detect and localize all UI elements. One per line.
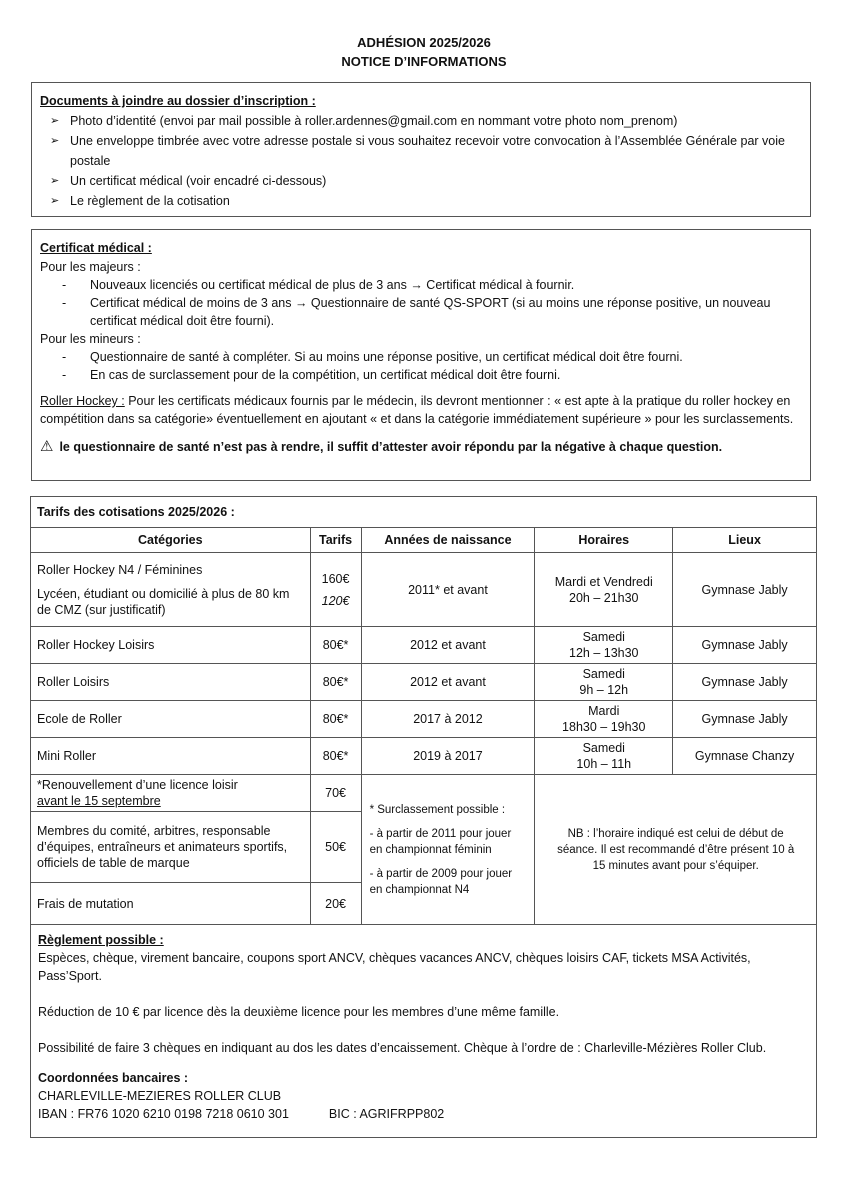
cheques-note: Possibilité de faire 3 chèques en indiquant au dos les dates d’encaissement. Chèque à l’ordre de : Charleville-Mézières Roller Club. [38, 1041, 767, 1055]
table-row: Ecole de Roller 80€* 2017 à 2012 Mardi 18h30 – 19h30 Gymnase Jably [31, 701, 817, 738]
nb-note: NB : l’horaire indiqué est celui de début de séance. Il est recommandé d’être présent 10 à 15 minutes avant pour s’équiper. [535, 775, 817, 925]
bic: BIC : AGRIFRPP802 [328, 1107, 445, 1121]
list-item: - Questionnaire de santé à compléter. Si au moins une réponse positive, un certificat médical doit être fourni. [62, 350, 683, 364]
table-row: *Renouvellement d’une licence loisir avant le 15 septembre 70€ * Surclassement possible : - à partir de 2011 pour jouer en championnat féminin - à partir de 2009 pour jouer en championnat N4 NB : l’horaire indiqué est celui de début de séance. Il est recommandé d’être présent 10 à 15 minutes avant pour s’équiper. [31, 775, 817, 812]
surclassement-note: * Surclassement possible : - à partir de 2011 pour jouer en championnat féminin - à partir de 2009 pour jouer en championnat N4 [361, 775, 535, 925]
list-item: - Certificat médical de moins de 3 ans → Questionnaire de santé QS-SPORT (si au moins une réponse positive, un nouveau certificat médical doit être fourni). [62, 296, 771, 328]
arrowhead-bullet-icon: ➢ [50, 135, 60, 147]
table-row: Roller Hockey N4 / Féminines Lycéen, étudiant ou domicilié à plus de 80 km de CMZ (sur justificatif) 160€ 120€ 2011* et avant Mardi et Vendredi 20h – 21h30 Gymnase Jably [31, 553, 817, 627]
payment-methods: Espèces, chèque, virement bancaire, coupons sport ANCV, chèques vacances ANCV, chèques loisirs CAF, tickets MSA Activités, Pass’Sport. [38, 951, 751, 983]
arrowhead-bullet-icon: ➢ [50, 175, 60, 187]
documents-heading: Documents à joindre au dossier d’inscription : [40, 94, 316, 108]
list-item: ➢ Photo d’identité (envoi par mail possible à roller.ardennes@gmail.com en nommant votre photo nom_prenom) [50, 111, 802, 131]
list-item: ➢ Une enveloppe timbrée avec votre adresse postale si vous souhaitez recevoir votre convocation à l’Assemblée Générale par voie postale [50, 131, 802, 171]
table-row: Roller Loisirs 80€* 2012 et avant Samedi 9h – 12h Gymnase Jably [31, 664, 817, 701]
page-title [0, 33, 848, 71]
documents-list [40, 111, 802, 211]
arrowhead-bullet-icon: ➢ [50, 115, 60, 127]
arrowhead-bullet-icon: ➢ [50, 195, 60, 207]
column-header: Catégories [31, 528, 311, 553]
iban: IBAN : FR76 1020 6210 0198 7218 0610 301 [38, 1107, 289, 1121]
documents-box [31, 82, 811, 217]
column-header: Lieux [673, 528, 817, 553]
family-reduction: Réduction de 10 € par licence dès la deuxième licence pour les membres d’une même famille. [38, 1005, 560, 1019]
roller-hockey-label: Roller Hockey : [40, 394, 125, 408]
title-line-2: NOTICE D’INFORMATIONS [341, 54, 507, 69]
roller-hockey-note: Roller Hockey : Pour les certificats médicaux fournis par le médecin, ils devront mentionner : « est apte à la pratique du roller hockey en compétition dans sa catégorie» éventuellement en ajoutant « et dans la catégorie immédiatement supérieure » pour les surclassements. [40, 394, 794, 426]
list-item: ➢ Un certificat médical (voir encadré ci-dessous) [50, 171, 802, 191]
certificat-heading: Certificat médical : [40, 241, 152, 255]
column-header: Années de naissance [361, 528, 535, 553]
table-header [31, 528, 817, 553]
warning-triangle-icon: ⚠ [40, 438, 54, 455]
tarifs-table [30, 496, 817, 1138]
warning-note: ⚠ le questionnaire de santé n’est pas à rendre, il suffit d’attester avoir répondu par la négative à chaque question. [40, 438, 723, 455]
reglement-section [31, 925, 817, 1138]
mineurs-label: Pour les mineurs : [40, 332, 141, 346]
table-row: Membres du comité, arbitres, responsable d’équipes, entraîneurs et animateurs sportifs, officiels de table de marque 50€ [31, 812, 817, 883]
bank-heading: Coordonnées bancaires : [38, 1071, 189, 1085]
list-item: - Nouveaux licenciés ou certificat médical de plus de 3 ans → Certificat médical à fournir. [62, 278, 575, 292]
mineurs-list [40, 348, 802, 384]
table-row: Frais de mutation 20€ [31, 883, 817, 925]
tarifs-title: Tarifs des cotisations 2025/2026 : [31, 497, 817, 528]
title-line-1: ADHÉSION 2025/2026 [357, 35, 491, 50]
bank-details [38, 1105, 809, 1123]
table-row: Roller Hockey Loisirs 80€* 2012 et avant Samedi 12h – 13h30 Gymnase Jably [31, 627, 817, 664]
list-item: - En cas de surclassement pour de la compétition, un certificat médical doit être fourni. [62, 368, 561, 382]
majeurs-label: Pour les majeurs : [40, 260, 141, 274]
reglement-heading: Règlement possible : [38, 933, 164, 947]
certificat-box [31, 229, 811, 481]
table-row: Mini Roller 80€* 2019 à 2017 Samedi 10h – 11h Gymnase Chanzy [31, 738, 817, 775]
column-header: Tarifs [310, 528, 361, 553]
column-header: Horaires [535, 528, 673, 553]
list-item: ➢ Le règlement de la cotisation [50, 191, 802, 211]
majeurs-list [40, 276, 802, 330]
bank-name: CHARLEVILLE-MEZIERES ROLLER CLUB [38, 1089, 282, 1103]
